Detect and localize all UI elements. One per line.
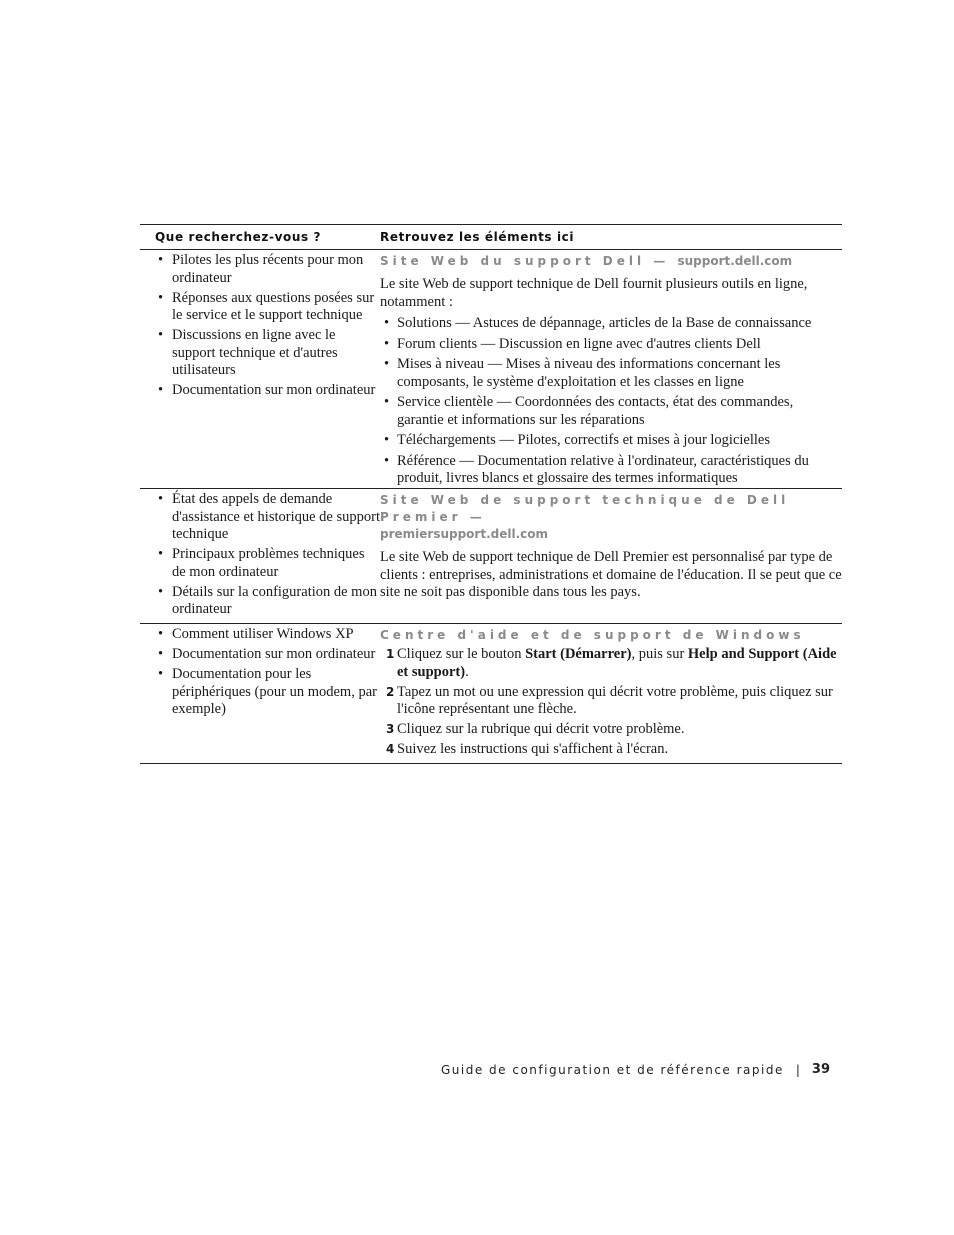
list-item: • Détails sur la configuration de mon ordinateur — [158, 583, 377, 617]
section-intro: Le site Web de support technique de Dell fournit plusieurs outils en ligne, notamment : — [380, 276, 808, 310]
table-row — [140, 624, 842, 764]
row-resources — [380, 489, 842, 623]
premier-support-url-link[interactable]: premiersupport.dell.com — [380, 527, 549, 541]
list-item: • Documentation sur mon ordinateur — [158, 382, 376, 398]
support-table — [140, 224, 842, 764]
list-item: • État des appels de demande d'assistance et historique de support technique — [158, 491, 380, 542]
list-item: • Mises à niveau — Mises à niveau des informations concernant les composants, le système d'exploitation et les classes en ligne — [384, 356, 781, 390]
table-header-row — [140, 225, 842, 250]
list-item: • Documentation sur mon ordinateur — [158, 646, 376, 662]
section-title: Centre d'aide et de support de Windows — [380, 628, 805, 642]
list-item: 1 Cliquez sur le bouton Start (Démarrer), puis sur Help and Support (Aide et support). — [386, 646, 837, 680]
list-item: 3 Cliquez sur la rubrique qui décrit votre problème. — [386, 721, 685, 737]
list-item: • Téléchargements — Pilotes, correctifs et mises à jour logicielles — [384, 432, 770, 448]
table-row — [140, 489, 842, 624]
section-intro: Le site Web de support technique de Dell Premier est personnalisé par type de clients : entreprises, administrations et domaine de l'éducation. Il se peut que ce site ne soit pas disponible dans tous les pays. — [380, 549, 842, 600]
list-item: • Forum clients — Discussion en ligne avec d'autres clients Dell — [384, 335, 761, 352]
section-title: Site Web de support technique de Dell Premier — premiersupport.dell.com — [380, 493, 790, 541]
list-item: 4 Suivez les instructions qui s'affichent à l'écran. — [386, 741, 669, 757]
list-item: • Comment utiliser Windows XP — [158, 626, 354, 642]
row-topics — [140, 250, 380, 488]
header-what-looking-for: Que recherchez-vous ? — [155, 230, 322, 244]
list-item: • Solutions — Astuces de dépannage, articles de la Base de connaissance — [384, 315, 812, 331]
row-topics — [140, 624, 380, 763]
page-number: 39 — [811, 1062, 830, 1077]
list-item: • Documentation pour les périphériques (pour un modem, par exemple) — [158, 666, 377, 717]
list-item: • Réponses aux questions posées sur le service et le support technique — [158, 289, 375, 323]
header-where-to-find: Retrouvez les éléments ici — [380, 230, 575, 244]
list-item: • Référence — Documentation relative à l'ordinateur, caractéristiques du produit, livres blancs et glossaire des termes informatiques — [384, 452, 809, 486]
list-item: 2 Tapez un mot ou une expression qui décrit votre problème, puis cliquez sur l'icône représentant une flèche. — [386, 683, 833, 717]
list-item: • Service clientèle — Coordonnées des contacts, état des commandes, garantie et informations sur les réparations — [384, 394, 794, 428]
list-item: • Discussions en ligne avec le support technique et d'autres utilisateurs — [158, 327, 338, 378]
footer-separator: | — [795, 1062, 800, 1077]
list-item: • Pilotes les plus récents pour mon ordinateur — [158, 252, 364, 286]
page-footer — [441, 1062, 830, 1077]
row-resources — [380, 250, 842, 488]
list-item: • Principaux problèmes techniques de mon ordinateur — [158, 546, 365, 580]
table-row — [140, 250, 842, 489]
footer-title: Guide de configuration et de référence rapide — [441, 1062, 784, 1077]
row-resources — [380, 624, 842, 763]
row-topics — [140, 489, 380, 623]
section-title: Site Web du support Dell — support.dell.com — [380, 254, 793, 268]
support-url-link[interactable]: support.dell.com — [677, 254, 793, 268]
